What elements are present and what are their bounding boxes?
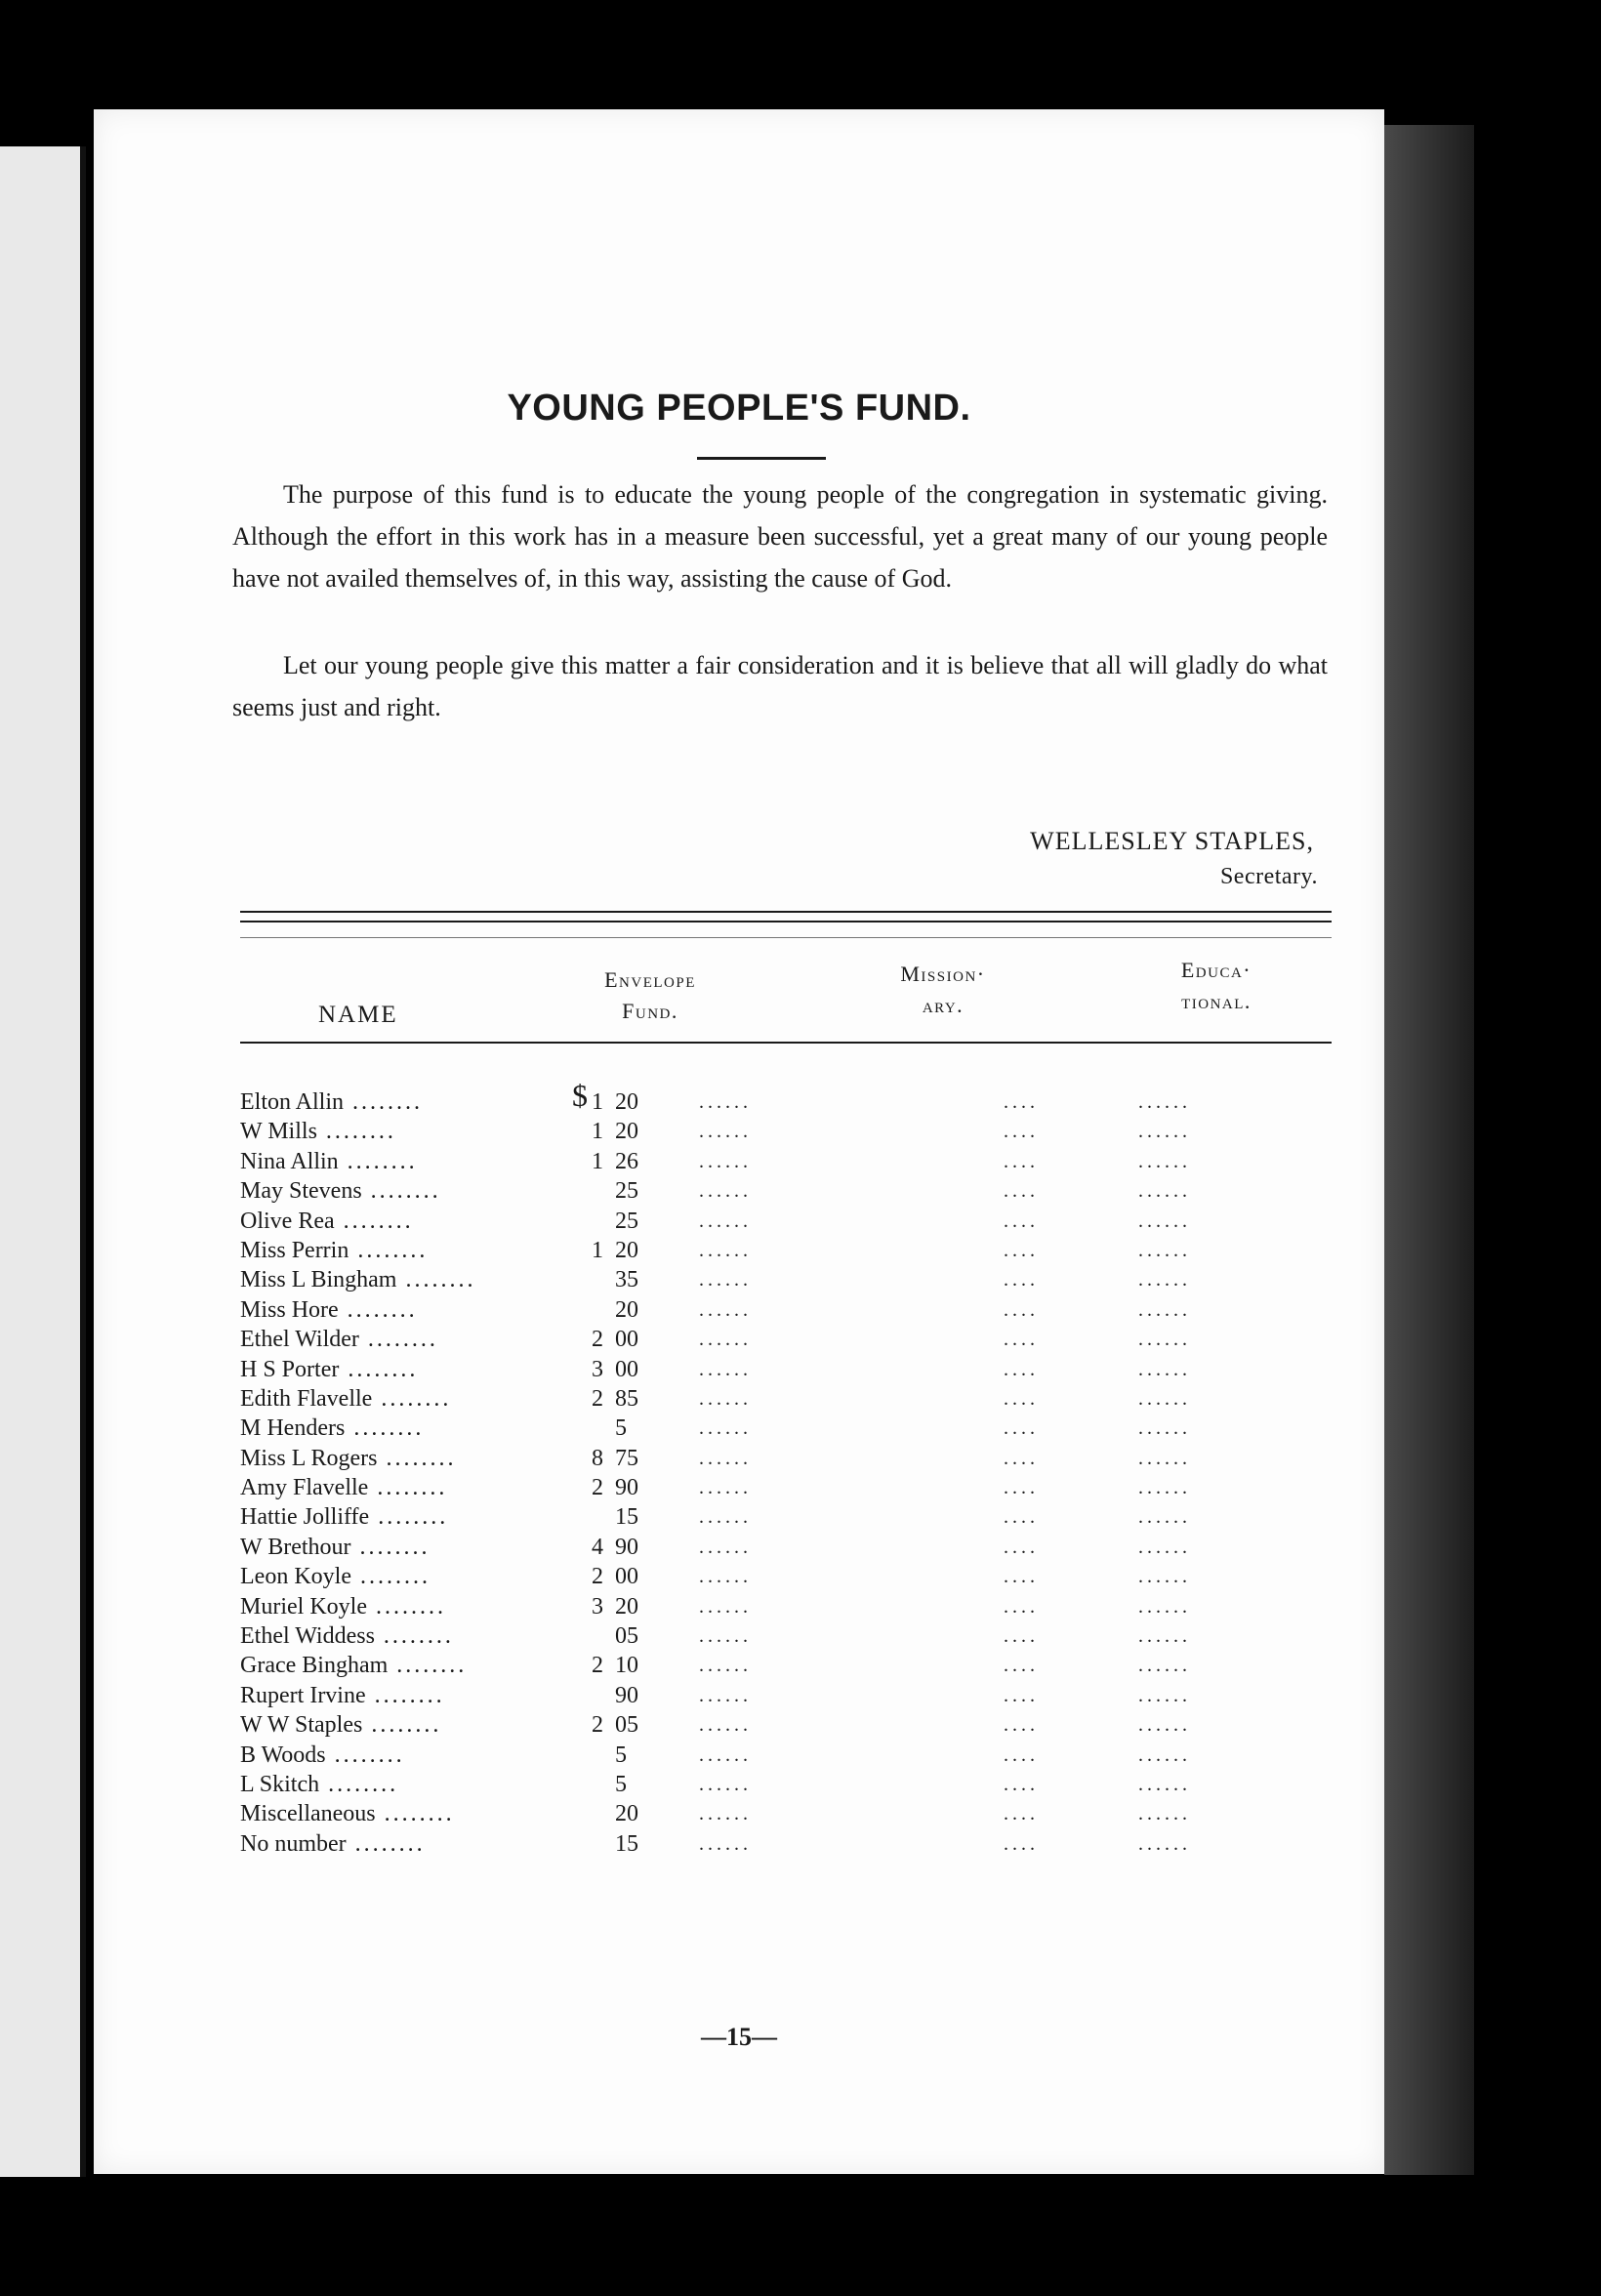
amount-dollars: 3 <box>592 1356 603 1382</box>
missionary-dots: .... <box>1004 1714 1039 1737</box>
contributor-name: Miss L Rogers ........ <box>240 1445 457 1471</box>
header-missionary <box>855 959 1031 1021</box>
educational-dots: ...... <box>1138 1803 1191 1825</box>
leader-dots: ...... <box>699 1684 752 1706</box>
contributor-name: Hattie Jolliffe ........ <box>240 1504 449 1531</box>
amount-dollars: 2 <box>592 1385 603 1412</box>
amount-dollars: 2 <box>592 1564 603 1590</box>
header-bottom-rule <box>240 1042 1332 1044</box>
leader-dots: ...... <box>699 1210 752 1232</box>
appeal-paragraph <box>232 644 1328 728</box>
contributor-name: L Skitch ........ <box>240 1771 399 1797</box>
educational-dots: ...... <box>1138 1506 1191 1529</box>
contributor-name: Rupert Irvine ........ <box>240 1682 445 1708</box>
amount-cents: 05 <box>615 1623 638 1650</box>
amount-cents: 5 <box>615 1742 627 1768</box>
table-row <box>240 1207 1314 1236</box>
educational-dots: ...... <box>1138 1714 1191 1737</box>
leader-dots: ...... <box>699 1832 752 1855</box>
educational-dots: ...... <box>1138 1210 1191 1232</box>
amount-cents: 20 <box>615 1119 638 1145</box>
educational-dots: ...... <box>1138 1417 1191 1440</box>
missionary-dots: .... <box>1004 1655 1039 1677</box>
amount-dollars: 2 <box>592 1475 603 1501</box>
contributions-table <box>240 1087 1314 1859</box>
amount-cents: 25 <box>615 1208 638 1234</box>
currency-symbol: $ <box>572 1078 588 1113</box>
table-row <box>240 1592 1314 1621</box>
leader-dots: ...... <box>699 1447 752 1469</box>
missionary-dots: .... <box>1004 1447 1039 1469</box>
educational-dots: ...... <box>1138 1447 1191 1469</box>
leader-dots: ...... <box>699 1803 752 1825</box>
contributor-name: Nina Allin ........ <box>240 1148 418 1174</box>
facing-page-edge <box>0 146 86 2177</box>
amount-cents: 90 <box>615 1682 638 1708</box>
educational-dots: ...... <box>1138 1566 1191 1588</box>
educational-dots: ...... <box>1138 1387 1191 1410</box>
missionary-dots: .... <box>1004 1803 1039 1825</box>
table-row <box>240 1681 1314 1710</box>
table-top-rule <box>240 911 1332 913</box>
amount-cents: 15 <box>615 1830 638 1857</box>
leader-dots: ...... <box>699 1387 752 1410</box>
page-number: —15— <box>701 2023 777 2051</box>
leader-dots: ...... <box>699 1091 752 1113</box>
leader-dots: ...... <box>699 1655 752 1677</box>
amount-cents: 20 <box>615 1801 638 1827</box>
header-envelope-line1: Envelope <box>604 967 696 992</box>
table-top-rule-thin <box>240 937 1332 938</box>
leader-dots: ...... <box>699 1269 752 1292</box>
missionary-dots: .... <box>1004 1358 1039 1380</box>
signature-title: Secretary. <box>1219 864 1318 889</box>
table-row <box>240 1265 1314 1294</box>
educational-dots: ...... <box>1138 1743 1191 1766</box>
leader-dots: ...... <box>699 1239 752 1261</box>
table-row <box>240 1473 1314 1502</box>
amount-dollars: 1 <box>592 1237 603 1263</box>
leader-dots: ...... <box>699 1329 752 1351</box>
page-stack-edge <box>1384 125 1474 2175</box>
educational-dots: ...... <box>1138 1358 1191 1380</box>
amount-cents: 20 <box>615 1089 638 1115</box>
amount-cents: 90 <box>615 1475 638 1501</box>
missionary-dots: .... <box>1004 1684 1039 1706</box>
missionary-dots: .... <box>1004 1743 1039 1766</box>
table-row <box>240 1651 1314 1680</box>
amount-dollars: 3 <box>592 1593 603 1620</box>
header-missionary-line1: Mission· <box>900 962 986 986</box>
leader-dots: ...... <box>699 1506 752 1529</box>
contributor-name: Ethel Wilder ........ <box>240 1327 438 1353</box>
missionary-dots: .... <box>1004 1239 1039 1261</box>
leader-dots: ...... <box>699 1358 752 1380</box>
page-title: YOUNG PEOPLE'S FUND. <box>507 388 971 429</box>
signature-name: WELLESLEY STAPLES, <box>1030 827 1314 855</box>
missionary-dots: .... <box>1004 1150 1039 1172</box>
leader-dots: ...... <box>699 1477 752 1499</box>
table-row <box>240 1384 1314 1414</box>
educational-dots: ...... <box>1138 1477 1191 1499</box>
leader-dots: ...... <box>699 1121 752 1143</box>
contributor-name: M Henders ........ <box>240 1415 425 1442</box>
contributor-name: Olive Rea ........ <box>240 1208 414 1234</box>
contributor-name: B Woods ........ <box>240 1742 405 1768</box>
document-page <box>94 109 1384 2174</box>
table-row <box>240 1621 1314 1651</box>
missionary-dots: .... <box>1004 1773 1039 1795</box>
amount-cents: 75 <box>615 1445 638 1471</box>
table-row <box>240 1710 1314 1740</box>
amount-dollars: 2 <box>592 1712 603 1739</box>
amount-cents: 10 <box>615 1653 638 1679</box>
educational-dots: ...... <box>1138 1150 1191 1172</box>
amount-dollars: 1 <box>592 1089 603 1115</box>
educational-dots: ...... <box>1138 1536 1191 1558</box>
amount-dollars: 1 <box>592 1148 603 1174</box>
header-missionary-line2: ary. <box>922 993 965 1017</box>
contributor-name: W Brethour ........ <box>240 1534 431 1560</box>
table-row <box>240 1502 1314 1532</box>
educational-dots: ...... <box>1138 1091 1191 1113</box>
missionary-dots: .... <box>1004 1329 1039 1351</box>
contributor-name: Miss L Bingham ........ <box>240 1267 476 1293</box>
educational-dots: ...... <box>1138 1625 1191 1648</box>
table-row <box>240 1236 1314 1265</box>
missionary-dots: .... <box>1004 1595 1039 1618</box>
amount-cents: 05 <box>615 1712 638 1739</box>
table-row <box>240 1087 1314 1117</box>
contributor-name: W W Staples ........ <box>240 1712 442 1739</box>
missionary-dots: .... <box>1004 1477 1039 1499</box>
table-row <box>240 1444 1314 1473</box>
header-envelope-line2: Fund. <box>622 999 678 1023</box>
amount-cents: 00 <box>615 1564 638 1590</box>
leader-dots: ...... <box>699 1417 752 1440</box>
leader-dots: ...... <box>699 1150 752 1172</box>
educational-dots: ...... <box>1138 1180 1191 1203</box>
amount-dollars: 2 <box>592 1327 603 1353</box>
missionary-dots: .... <box>1004 1832 1039 1855</box>
contributor-name: Miss Perrin ........ <box>240 1237 429 1263</box>
header-name: NAME <box>318 1002 398 1028</box>
missionary-dots: .... <box>1004 1180 1039 1203</box>
leader-dots: ...... <box>699 1714 752 1737</box>
table-top-rule-double <box>240 921 1332 922</box>
contributor-name: May Stevens ........ <box>240 1178 441 1205</box>
contributor-name: Miss Hore ........ <box>240 1296 418 1323</box>
amount-cents: 00 <box>615 1327 638 1353</box>
header-envelope-fund <box>553 964 748 1027</box>
leader-dots: ...... <box>699 1180 752 1203</box>
educational-dots: ...... <box>1138 1832 1191 1855</box>
missionary-dots: .... <box>1004 1210 1039 1232</box>
amount-cents: 20 <box>615 1593 638 1620</box>
leader-dots: ...... <box>699 1595 752 1618</box>
leader-dots: ...... <box>699 1625 752 1648</box>
contributor-name: No number ........ <box>240 1830 426 1857</box>
table-row <box>240 1117 1314 1146</box>
missionary-dots: .... <box>1004 1417 1039 1440</box>
table-row <box>240 1147 1314 1176</box>
book-gutter <box>80 146 86 2177</box>
amount-cents: 20 <box>615 1296 638 1323</box>
leader-dots: ...... <box>699 1743 752 1766</box>
contributor-name: Elton Allin ........ <box>240 1089 424 1115</box>
missionary-dots: .... <box>1004 1091 1039 1113</box>
contributor-name: Amy Flavelle ........ <box>240 1475 448 1501</box>
header-educational <box>1119 955 1314 1017</box>
header-educational-line2: tional. <box>1181 989 1252 1013</box>
contributor-name: W Mills ........ <box>240 1119 396 1145</box>
contributor-name: Ethel Widdess ........ <box>240 1623 454 1650</box>
contributor-name: Edith Flavelle ........ <box>240 1385 452 1412</box>
amount-cents: 5 <box>615 1771 627 1797</box>
educational-dots: ...... <box>1138 1329 1191 1351</box>
contributor-name: Muriel Koyle ........ <box>240 1593 446 1620</box>
amount-cents: 25 <box>615 1178 638 1205</box>
table-row <box>240 1355 1314 1384</box>
missionary-dots: .... <box>1004 1566 1039 1588</box>
table-row <box>240 1770 1314 1799</box>
table-row <box>240 1562 1314 1591</box>
missionary-dots: .... <box>1004 1298 1039 1321</box>
title-underline <box>697 457 826 460</box>
missionary-dots: .... <box>1004 1536 1039 1558</box>
header-educational-line1: Educa· <box>1180 958 1252 982</box>
contributor-name: H S Porter ........ <box>240 1356 419 1382</box>
contributor-name: Miscellaneous ........ <box>240 1801 455 1827</box>
leader-dots: ...... <box>699 1773 752 1795</box>
contributor-name: Grace Bingham ........ <box>240 1653 468 1679</box>
leader-dots: ...... <box>699 1536 752 1558</box>
missionary-dots: .... <box>1004 1506 1039 1529</box>
amount-cents: 00 <box>615 1356 638 1382</box>
amount-cents: 26 <box>615 1148 638 1174</box>
amount-cents: 20 <box>615 1237 638 1263</box>
purpose-text: The purpose of this fund is to educate the young people of the congregation in systematic giving. Although the effort in this work has in a measure been successful, yet a great many of our young people have not availed themselves of, in this way, assisting the cause of God. <box>232 480 1328 593</box>
table-row <box>240 1741 1314 1770</box>
amount-cents: 5 <box>615 1415 627 1442</box>
table-row <box>240 1325 1314 1354</box>
educational-dots: ...... <box>1138 1655 1191 1677</box>
amount-dollars: 8 <box>592 1445 603 1471</box>
amount-dollars: 2 <box>592 1653 603 1679</box>
missionary-dots: .... <box>1004 1121 1039 1143</box>
educational-dots: ...... <box>1138 1121 1191 1143</box>
table-row <box>240 1176 1314 1206</box>
table-row <box>240 1414 1314 1443</box>
leader-dots: ...... <box>699 1566 752 1588</box>
educational-dots: ...... <box>1138 1298 1191 1321</box>
leader-dots: ...... <box>699 1298 752 1321</box>
missionary-dots: .... <box>1004 1387 1039 1410</box>
amount-dollars: 4 <box>592 1534 603 1560</box>
amount-cents: 15 <box>615 1504 638 1531</box>
educational-dots: ...... <box>1138 1269 1191 1292</box>
missionary-dots: .... <box>1004 1269 1039 1292</box>
table-row <box>240 1295 1314 1325</box>
table-row <box>240 1533 1314 1562</box>
amount-dollars: 1 <box>592 1119 603 1145</box>
missionary-dots: .... <box>1004 1625 1039 1648</box>
appeal-text: Let our young people give this matter a fair consideration and it is believe that all will gladly do what seems just and right. <box>232 651 1328 721</box>
educational-dots: ...... <box>1138 1773 1191 1795</box>
educational-dots: ...... <box>1138 1239 1191 1261</box>
amount-cents: 90 <box>615 1534 638 1560</box>
amount-cents: 85 <box>615 1385 638 1412</box>
table-row <box>240 1799 1314 1828</box>
amount-cents: 35 <box>615 1267 638 1293</box>
table-row <box>240 1829 1314 1859</box>
educational-dots: ...... <box>1138 1684 1191 1706</box>
contributor-name: Leon Koyle ........ <box>240 1564 431 1590</box>
purpose-paragraph <box>232 473 1328 599</box>
educational-dots: ...... <box>1138 1595 1191 1618</box>
